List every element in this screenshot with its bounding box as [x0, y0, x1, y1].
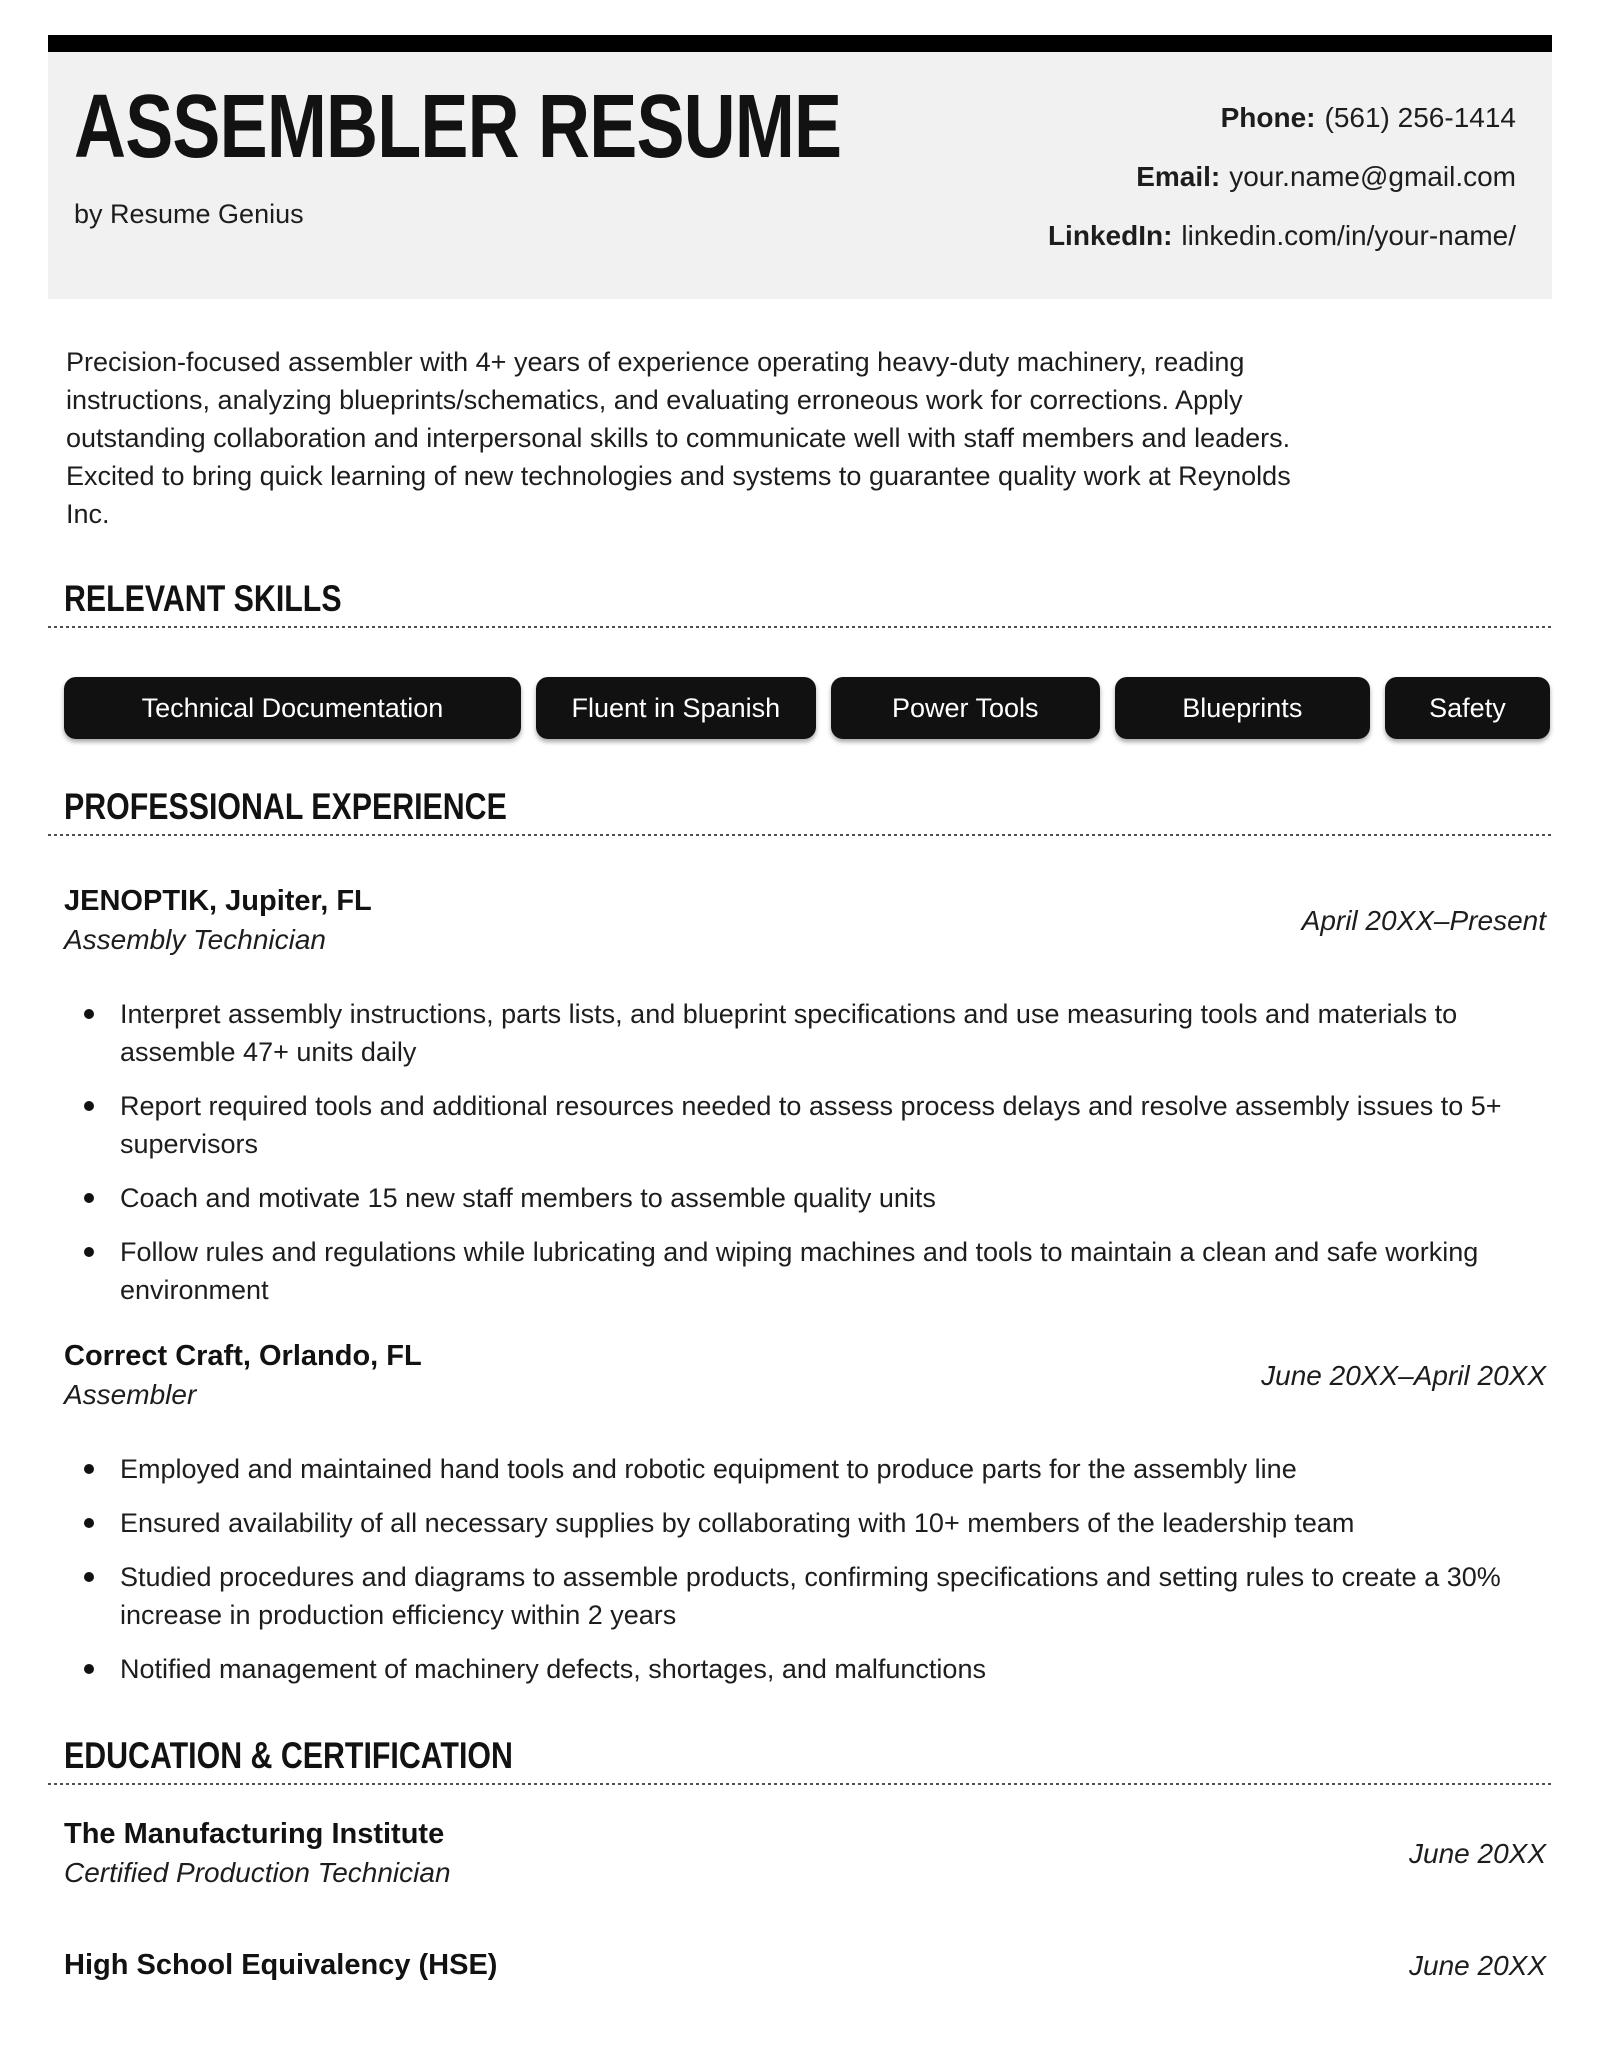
- job-dates: June 20XX–April 20XX: [1261, 1359, 1546, 1391]
- phone-label: Phone:: [1220, 102, 1316, 133]
- section-divider: [48, 626, 1552, 628]
- education-entry-manufacturing-institute: [64, 1817, 1546, 1890]
- education-degree: Certified Production Technician: [64, 1857, 451, 1888]
- job-bullet: Notified management of machinery defects, shortages, and malfunctions: [64, 1650, 1532, 1688]
- summary-line: Inc.: [66, 499, 110, 529]
- education-org-block: [64, 1948, 497, 1983]
- summary-line: outstanding collaboration and interpersonal skills to communicate well with staff members and leaders.: [66, 423, 1291, 453]
- job-title: Assembler: [64, 1379, 197, 1410]
- skill-pill-row: [64, 677, 1550, 739]
- summary-paragraph: [66, 343, 1534, 533]
- skill-pill-blueprints: Blueprints: [1115, 677, 1370, 739]
- summary-line: Precision-focused assembler with 4+ years of experience operating heavy-duty machinery, reading: [66, 347, 1245, 377]
- education-org-block: [64, 1817, 451, 1890]
- job-org-block: [64, 1339, 422, 1412]
- linkedin-value: linkedin.com/in/your-name/: [1181, 220, 1516, 251]
- education-date: June 20XX: [1409, 1949, 1546, 1981]
- skills-section-heading: RELEVANT SKILLS: [64, 578, 342, 619]
- education-section-heading: EDUCATION & CERTIFICATION: [64, 1735, 513, 1776]
- email-value: your.name@gmail.com: [1229, 161, 1516, 192]
- section-professional-experience: [48, 785, 1552, 1688]
- job-company: Correct Craft, Orlando, FL: [64, 1340, 422, 1372]
- job-bullet: Coach and motivate 15 new staff members to assemble quality units: [64, 1179, 1532, 1217]
- summary-line: Excited to bring quick learning of new technologies and systems to guarantee quality work at Reynolds: [66, 461, 1291, 491]
- resume-header: [48, 52, 1552, 299]
- education-entry-hse: [64, 1948, 1546, 1983]
- job-bullet: Studied procedures and diagrams to assemble products, confirming specifications and setting rules to create a 30% increase in production efficiency within 2 years: [64, 1558, 1532, 1634]
- email-label: Email:: [1136, 161, 1221, 192]
- contact-email-row: [1048, 147, 1516, 206]
- job-header-row: [64, 1339, 1546, 1412]
- job-bullet: Report required tools and additional resources needed to assess process delays and resolve assembly issues to 5+ supervisors: [64, 1087, 1532, 1163]
- job-org-block: [64, 884, 372, 957]
- section-divider: [48, 1783, 1552, 1785]
- phone-value: (561) 256-1414: [1324, 102, 1516, 133]
- section-relevant-skills: [48, 577, 1552, 739]
- skill-pill-safety: Safety: [1385, 677, 1550, 739]
- job-bullet: Employed and maintained hand tools and robotic equipment to produce parts for the assembly line: [64, 1450, 1532, 1488]
- contact-linkedin-row: [1048, 206, 1516, 265]
- job-entry-jenoptik: [48, 884, 1552, 1309]
- job-bullet-list: [64, 1450, 1532, 1688]
- job-bullet: Interpret assembly instructions, parts lists, and blueprint specifications and use measuring tools and materials to assemble 47+ units daily: [64, 995, 1532, 1071]
- job-bullet: Follow rules and regulations while lubricating and wiping machines and tools to maintain a clean and safe working environment: [64, 1233, 1532, 1309]
- skill-pill-fluent-in-spanish: Fluent in Spanish: [536, 677, 816, 739]
- job-title: Assembly Technician: [64, 924, 326, 955]
- top-accent-bar: [48, 35, 1552, 52]
- job-company: JENOPTIK, Jupiter, FL: [64, 885, 372, 917]
- education-date: June 20XX: [1409, 1837, 1546, 1869]
- job-dates: April 20XX–Present: [1301, 904, 1546, 936]
- contact-block: [1048, 80, 1516, 265]
- skill-pill-power-tools: Power Tools: [831, 677, 1100, 739]
- skill-pill-technical-documentation: Technical Documentation: [64, 677, 521, 739]
- section-education-certification: [48, 1734, 1552, 1983]
- job-header-row: [64, 884, 1546, 957]
- section-divider: [48, 834, 1552, 836]
- job-entry-correct-craft: [48, 1339, 1552, 1688]
- summary-line: instructions, analyzing blueprints/schematics, and evaluating erroneous work for corrections. Apply: [66, 385, 1243, 415]
- education-school: High School Equivalency (HSE): [64, 1949, 498, 1981]
- education-school: The Manufacturing Institute: [64, 1818, 445, 1850]
- job-bullet-list: [64, 995, 1532, 1309]
- job-bullet: Ensured availability of all necessary supplies by collaborating with 10+ members of the leadership team: [64, 1504, 1532, 1542]
- experience-section-heading: PROFESSIONAL EXPERIENCE: [64, 786, 507, 827]
- title-block: [74, 77, 1033, 230]
- linkedin-label: LinkedIn:: [1047, 220, 1173, 251]
- page-subtitle: by Resume Genius: [74, 198, 304, 229]
- page-title: ASSEMBLER RESUME: [74, 77, 842, 177]
- contact-phone-row: [1048, 88, 1516, 147]
